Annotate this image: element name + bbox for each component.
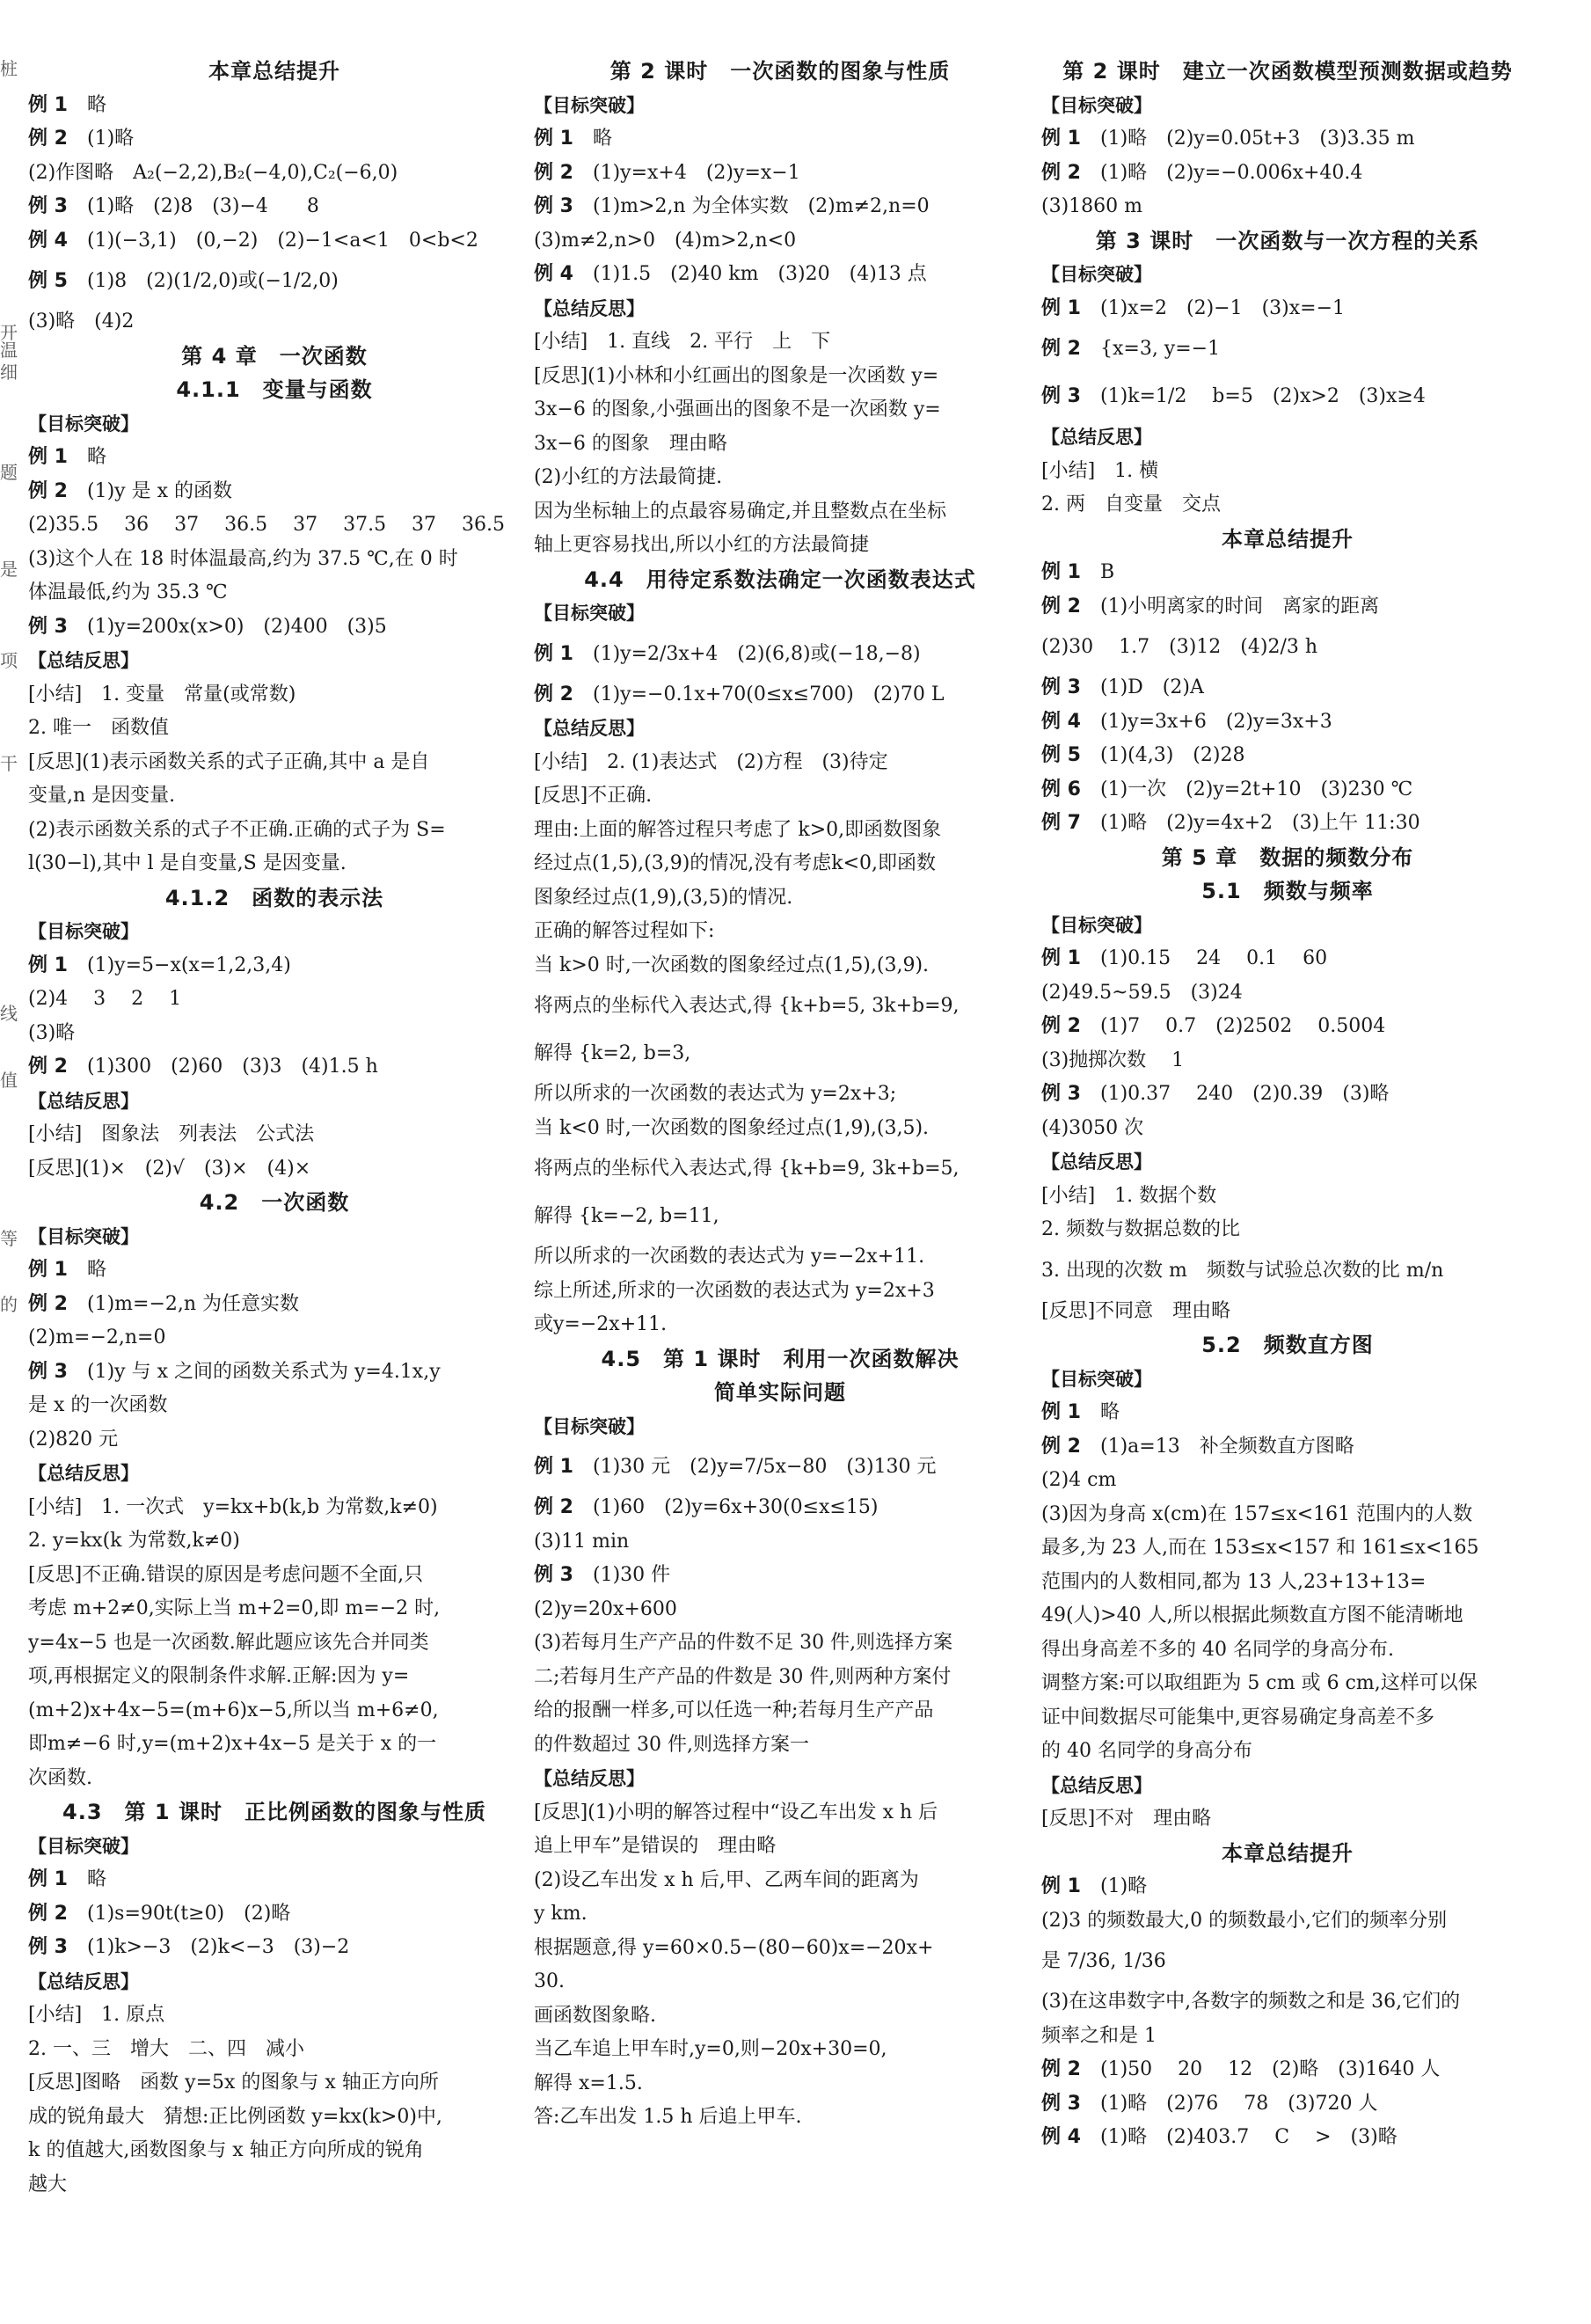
answer-line: 是 7/36, 1/36 <box>1041 1950 1166 1972</box>
section-tag: 【总结反思】 <box>28 1970 139 1992</box>
section-tag: 【目标突破】 <box>28 1225 139 1247</box>
example-label: 例 3 <box>28 615 68 638</box>
example-text: (1)(4,3) (2)28 <box>1099 744 1245 766</box>
example-answer <box>28 475 521 509</box>
answer-line: [反思](1)表示函数关系的式子正确,其中 a 是自 <box>28 750 430 773</box>
example-text: (1)D (2)A <box>1099 676 1204 698</box>
answer-line: 当 k>0 时,一次函数的图象经过点(1,5),(3,9). <box>534 954 930 976</box>
example-answer <box>534 258 1026 292</box>
answer-line: 答:乙车出发 1.5 h 后追上甲车. <box>534 2106 802 2128</box>
example-label: 例 7 <box>1041 812 1081 834</box>
example-label: 例 1 <box>28 1868 68 1890</box>
example-answer <box>28 441 521 475</box>
example-answer <box>1041 556 1534 590</box>
example-answer <box>28 224 521 259</box>
example-label: 例 2 <box>534 683 573 705</box>
margin-fragment: 等 <box>0 1228 18 1249</box>
answer-line: 或y=−2x+11. <box>534 1313 668 1335</box>
example-answer <box>1041 373 1534 420</box>
answer-line: 综上所述,所求的一次函数的表达式为 y=2x+3 <box>534 1279 935 1302</box>
example-label: 例 2 <box>1041 1015 1081 1037</box>
answer-line: (2)4 cm <box>1041 1469 1117 1491</box>
section-heading: 简单实际问题 <box>714 1380 846 1405</box>
example-text: 略 <box>86 1868 106 1890</box>
answer-line: 考虑 m+2≠0,实际上当 m+2=0,即 m=−2 时, <box>28 1597 441 1619</box>
example-text: (1)略 (2)y=4x+2 (3)上午 11:30 <box>1099 812 1420 834</box>
example-text: (1)y=x+4 (2)y=x−1 <box>592 161 800 184</box>
section-heading: 本章总结提升 <box>1222 526 1354 552</box>
answer-line: 最多,为 23 人,而在 153≤x<157 和 161≤x<165 <box>1041 1537 1479 1559</box>
section-heading: 5.1 频数与频率 <box>1201 879 1374 903</box>
example-answer <box>534 157 1026 191</box>
example-text: (1)30 件 <box>592 1564 671 1586</box>
section-heading: 第 2 课时 建立一次函数模型预测数据或趋势 <box>1062 59 1513 84</box>
example-answer <box>28 1050 521 1085</box>
example-answer <box>534 1559 1026 1593</box>
section-heading: 本章总结提升 <box>208 59 340 84</box>
example-label: 例 2 <box>1041 338 1081 360</box>
example-label: 例 3 <box>1041 676 1081 698</box>
answer-line: 给的报酬一样多,可以任选一种;若每月生产产品 <box>534 1699 934 1721</box>
example-text: (1)x=2 (2)−1 (3)x=−1 <box>1099 296 1346 319</box>
section-heading: 第 4 章 一次函数 <box>181 343 368 369</box>
answer-line: 3x−6 的图象 理由略 <box>534 432 727 455</box>
answer-line: 2. 两 自变量 交点 <box>1041 493 1221 515</box>
answer-line: 3x−6 的图象,小强画出的图象不是一次函数 y= <box>534 398 941 420</box>
example-answer <box>1041 705 1534 740</box>
answer-line: 证中间数据尽可能集中,更容易确定身高差不多 <box>1041 1706 1434 1728</box>
margin-fragment: 题 <box>0 462 18 483</box>
answer-line: 2. 频数与数据总数的比 <box>1041 1218 1240 1240</box>
example-answer <box>28 258 521 305</box>
answer-line: 将两点的坐标代入表达式,得 {k+b=5, 3k+b=9, <box>534 995 960 1017</box>
answer-line: 所以所求的一次函数的表达式为 y=−2x+11. <box>534 1246 925 1268</box>
example-answer <box>28 1931 521 1965</box>
example-answer <box>1041 325 1534 373</box>
example-text: (1)略 (2)403.7 C > (3)略 <box>1099 2126 1398 2148</box>
answer-line: 追上甲车”是错误的 理由略 <box>534 1835 777 1857</box>
example-label: 例 1 <box>1041 561 1081 583</box>
answer-line: [反思]不正确. <box>534 785 653 807</box>
example-text: 略 <box>1099 1401 1120 1423</box>
example-label: 例 2 <box>1041 161 1081 184</box>
answer-line: (2)表示函数关系的式子不正确.正确的式子为 S= <box>28 818 446 841</box>
answer-line: 2. y=kx(k 为常数,k≠0) <box>28 1530 240 1552</box>
section-tag: 【总结反思】 <box>534 718 645 739</box>
answer-line: (3)1860 m <box>1041 195 1143 217</box>
answer-line: (2)作图略 A₂(−2,2),B₂(−4,0),C₂(−6,0) <box>28 161 398 184</box>
answer-line: [小结] 图象法 列表法 公式法 <box>28 1123 315 1145</box>
example-answer <box>1041 1010 1534 1044</box>
answer-line: (3)略 <box>28 1021 76 1044</box>
margin-fragment: 是 <box>0 559 18 580</box>
example-text: {x=3, y=−1 <box>1099 338 1221 360</box>
answer-line: 2. 一、三 增大 二、四 减小 <box>28 2037 304 2060</box>
answer-line: (2)m=−2,n=0 <box>28 1326 166 1348</box>
section-heading: 5.2 频数直方图 <box>1201 1333 1374 1357</box>
section-tag: 【总结反思】 <box>534 297 645 319</box>
example-answer <box>534 1443 1026 1491</box>
example-text: (1)7 0.7 (2)2502 0.5004 <box>1099 1015 1386 1037</box>
section-tag: 【总结反思】 <box>1041 1151 1152 1173</box>
section-heading: 4.1.2 函数的表示法 <box>164 885 384 910</box>
answer-line: 2. 唯一 函数值 <box>28 717 169 739</box>
example-label: 例 4 <box>534 263 573 285</box>
example-answer <box>1041 1870 1534 1904</box>
example-text: (1)k>−3 (2)k<−3 (3)−2 <box>86 1936 350 1958</box>
example-text: (1)8 (2)(1/2,0)或(−1/2,0) <box>86 270 339 292</box>
answer-line: [反思](1)小林和小红画出的图象是一次函数 y= <box>534 364 939 387</box>
example-text: (1)k=1/2 b=5 (2)x>2 (3)x≥4 <box>1099 385 1426 407</box>
answer-line: (3)这个人在 18 时体温最高,约为 37.5 ℃,在 0 时 <box>28 547 458 570</box>
example-label: 例 2 <box>28 1292 68 1315</box>
answer-line: [小结] 1. 变量 常量(或常数) <box>28 683 296 705</box>
answer-line: k 的值越大,函数图象与 x 轴正方向所成的锐角 <box>28 2139 424 2161</box>
answer-line: l(30−l),其中 l 是自变量,S 是因变量. <box>28 852 347 874</box>
answer-line: (3)在这串数字中,各数字的频数之和是 36,它们的 <box>1041 1991 1461 2013</box>
example-text: (1)略 <box>86 128 135 150</box>
answer-line: 次函数. <box>28 1766 92 1789</box>
example-label: 例 3 <box>28 1936 68 1958</box>
answer-line: [反思]不正确.错误的原因是考虑问题不全面,只 <box>28 1563 424 1586</box>
example-label: 例 1 <box>1041 947 1081 969</box>
example-text: (1)0.37 240 (2)0.39 (3)略 <box>1099 1083 1390 1105</box>
answer-line: [小结] 2. (1)表达式 (2)方程 (3)待定 <box>534 750 888 773</box>
answer-line: 根据题意,得 y=60×0.5−(80−60)x=−20x+ <box>534 1936 934 1959</box>
section-heading: 4.3 第 1 课时 正比例函数的图象与性质 <box>62 1800 486 1824</box>
answer-line: (2)820 元 <box>28 1428 119 1451</box>
example-text: (1)(−3,1) (0,−2) (2)−1<a<1 0<b<2 <box>86 229 478 252</box>
section-heading: 本章总结提升 <box>1222 1840 1354 1866</box>
example-answer <box>28 1253 521 1288</box>
section-heading: 4.5 第 1 课时 利用一次函数解决 <box>601 1346 960 1371</box>
example-label: 例 3 <box>534 1564 573 1586</box>
answer-line: 图象经过点(1,9),(3,5)的情况. <box>534 886 793 909</box>
margin-fragment: 线 <box>0 1003 18 1024</box>
answer-line: (2)4 3 2 1 <box>28 988 182 1010</box>
example-answer <box>534 190 1026 224</box>
answer-line: 解得 {k=2, b=3, <box>534 1042 691 1064</box>
example-answer <box>28 89 521 123</box>
margin-fragment: 开 <box>0 322 18 343</box>
example-text: (1)s=90t(t≥0) (2)略 <box>86 1902 291 1925</box>
answer-line: 越大 <box>28 2173 68 2196</box>
example-label: 例 2 <box>1041 595 1081 618</box>
example-answer <box>1041 773 1534 808</box>
section-tag: 【目标突破】 <box>1041 1368 1152 1390</box>
example-text: (1)略 (2)8 (3)−4 8 <box>86 195 319 217</box>
example-text: (1)y 是 x 的函数 <box>86 479 232 502</box>
section-tag: 【目标突破】 <box>534 94 645 116</box>
section-tag: 【目标突破】 <box>28 413 139 435</box>
example-label: 例 2 <box>1041 2058 1081 2080</box>
example-label: 例 2 <box>534 161 573 184</box>
example-label: 例 2 <box>534 1496 573 1518</box>
answer-line: 画函数图象略. <box>534 2004 656 2027</box>
answer-line: [反思]图略 函数 y=5x 的图象与 x 轴正方向所 <box>28 2072 439 2094</box>
example-label: 例 1 <box>1041 1875 1081 1897</box>
answer-line: 正确的解答过程如下: <box>534 920 715 942</box>
answer-line: (2)3 的频数最大,0 的频数最小,它们的频率分别 <box>1041 1909 1448 1932</box>
margin-fragment: 项 <box>0 649 18 671</box>
example-answer <box>28 1356 521 1390</box>
example-text: (1)y 与 x 之间的函数关系式为 y=4.1x,y <box>86 1360 441 1383</box>
example-label: 例 2 <box>28 479 68 502</box>
section-tag: 【总结反思】 <box>28 1090 139 1112</box>
answer-line: 30. <box>534 1970 565 1992</box>
example-label: 例 3 <box>1041 385 1081 407</box>
answer-line: 将两点的坐标代入表达式,得 {k+b=9, 3k+b=5, <box>534 1158 960 1180</box>
answer-line: y km. <box>534 1903 588 1925</box>
example-answer <box>1041 590 1534 625</box>
margin-fragment: 干 <box>0 753 18 774</box>
example-label: 例 2 <box>28 128 68 150</box>
example-answer <box>28 1897 521 1932</box>
answer-line: (4)3050 次 <box>1041 1116 1144 1139</box>
example-answer <box>534 122 1026 157</box>
example-answer <box>1041 2053 1534 2087</box>
example-label: 例 1 <box>28 93 68 116</box>
answer-line: (3)11 min <box>534 1530 630 1553</box>
section-tag: 【总结反思】 <box>28 1463 139 1484</box>
example-answer <box>1041 942 1534 976</box>
margin-fragment: 温 <box>0 340 18 361</box>
example-label: 例 1 <box>28 1259 68 1281</box>
section-tag: 【目标突破】 <box>534 603 645 624</box>
answer-line: 解得 x=1.5. <box>534 2072 643 2094</box>
example-text: B <box>1099 561 1115 583</box>
example-text: (1)y=5−x(x=1,2,3,4) <box>86 954 291 976</box>
example-text: (1)m=−2,n 为任意实数 <box>86 1292 300 1315</box>
answer-line: [小结] 1. 直线 2. 平行 上 下 <box>534 331 831 353</box>
example-text: (1)a=13 补全频数直方图略 <box>1099 1435 1354 1458</box>
example-answer <box>1041 2121 1534 2155</box>
section-heading: 第 5 章 数据的频数分布 <box>1161 844 1414 870</box>
example-label: 例 3 <box>534 195 573 217</box>
margin-fragment: 桩 <box>0 58 18 79</box>
answer-line: 当 k<0 时,一次函数的图象经过点(1,9),(3,5). <box>534 1116 930 1139</box>
answer-line: 变量,n 是因变量. <box>28 785 176 807</box>
example-answer <box>1041 122 1534 157</box>
answer-line: (3)因为身高 x(cm)在 157≤x<161 范围内的人数 <box>1041 1502 1473 1525</box>
example-text: (1)0.15 24 0.1 60 <box>1099 947 1328 969</box>
example-label: 例 3 <box>28 195 68 217</box>
example-answer <box>28 190 521 224</box>
section-heading: 4.1.1 变量与函数 <box>176 377 373 402</box>
example-text: (1)30 元 (2)y=7/5x−80 (3)130 元 <box>592 1456 937 1478</box>
example-label: 例 2 <box>28 1056 68 1078</box>
section-tag: 【总结反思】 <box>28 650 139 671</box>
example-text: (1)小明离家的时间 离家的距离 <box>1099 595 1380 618</box>
answer-line: (2)35.5 36 37 36.5 37 37.5 37 36.5 <box>28 514 506 536</box>
answer-line: 是 x 的一次函数 <box>28 1394 168 1416</box>
example-text: 略 <box>592 128 612 150</box>
answer-line: 成的锐角最大 猜想:正比例函数 y=kx(k>0)中, <box>28 2105 442 2128</box>
answer-line: 解得 {k=−2, b=11, <box>534 1205 719 1227</box>
answer-line: 项,再根据定义的限制条件求解.正解:因为 y= <box>28 1665 410 1687</box>
example-answer <box>1041 1430 1534 1465</box>
answer-line: 二;若每月生产产品的件数是 30 件,则两种方案付 <box>534 1665 952 1688</box>
example-text: 略 <box>86 93 106 116</box>
example-answer <box>28 122 521 157</box>
example-label: 例 5 <box>1041 744 1081 766</box>
margin-fragment: 细 <box>0 362 18 383</box>
answer-line: 频率之和是 1 <box>1041 2024 1157 2047</box>
example-answer <box>28 1863 521 1897</box>
answer-line: (2)30 1.7 (3)12 (4)2/3 h <box>1041 636 1318 658</box>
example-answer <box>1041 157 1534 191</box>
answer-line: (2)设乙车出发 x h 后,甲、乙两车间的距离为 <box>534 1868 919 1891</box>
answer-line: [小结] 1. 横 <box>1041 459 1159 482</box>
column-middle <box>534 55 1026 2135</box>
example-text: (1)y=200x(x>0) (2)400 (3)5 <box>86 615 387 638</box>
example-label: 例 4 <box>1041 2126 1081 2148</box>
answer-line: 3. 出现的次数 m 频数与试验总次数的比 m/n <box>1041 1259 1444 1282</box>
example-label: 例 1 <box>534 1456 573 1478</box>
answer-line: (m+2)x+4x−5=(m+6)x−5,所以当 m+6≠0, <box>28 1699 439 1721</box>
example-label: 例 1 <box>1041 296 1081 319</box>
section-heading: 4.4 用待定系数法确定一次函数表达式 <box>584 566 976 592</box>
example-answer <box>534 678 1026 713</box>
section-tag: 【目标突破】 <box>28 921 139 942</box>
section-heading: 4.2 一次函数 <box>199 1190 350 1215</box>
answer-line: 调整方案:可以取组距为 5 cm 或 6 cm,这样可以保 <box>1041 1672 1478 1694</box>
example-label: 例 1 <box>1041 1401 1081 1423</box>
example-answer <box>28 1288 521 1322</box>
example-label: 例 4 <box>28 229 68 252</box>
answer-line: 所以所求的一次函数的表达式为 y=2x+3; <box>534 1083 897 1105</box>
answer-line: (3)m≠2,n>0 (4)m>2,n<0 <box>534 229 797 252</box>
answer-line: 体温最低,约为 35.3 ℃ <box>28 581 228 603</box>
section-tag: 【总结反思】 <box>534 1768 645 1789</box>
example-answer <box>1041 2087 1534 2122</box>
example-text: (1)m>2,n 为全体实数 (2)m≠2,n=0 <box>592 195 930 217</box>
answer-line: 即m≠−6 时,y=(m+2)x+4x−5 是关于 x 的一 <box>28 1733 437 1755</box>
answer-line: [反思]不同意 理由略 <box>1041 1299 1231 1322</box>
example-text: (1)一次 (2)y=2t+10 (3)230 ℃ <box>1099 778 1413 800</box>
example-text: (1)略 (2)76 78 (3)720 人 <box>1099 2092 1378 2115</box>
answer-line: 得出身高差不多的 40 名同学的身高分布. <box>1041 1638 1394 1661</box>
answer-line: [反思](1)小明的解答过程中“设乙车出发 x h 后 <box>534 1801 938 1823</box>
answer-line: 因为坐标轴上的点最容易确定,并且整数点在坐标 <box>534 500 946 523</box>
section-tag: 【目标突破】 <box>1041 264 1152 285</box>
section-tag: 【目标突破】 <box>534 1415 645 1437</box>
column-right <box>1041 55 1534 2155</box>
example-text: (1)y=−0.1x+70(0≤x≤700) (2)70 L <box>592 683 945 705</box>
example-label: 例 1 <box>28 446 68 468</box>
example-answer <box>534 1491 1026 1525</box>
example-text: 略 <box>86 1259 106 1281</box>
section-tag: 【目标突破】 <box>1041 914 1152 936</box>
example-label: 例 6 <box>1041 778 1081 800</box>
example-label: 例 5 <box>28 270 68 292</box>
answer-line: 经过点(1,5),(3,9)的情况,没有考虑k<0,即函数 <box>534 852 937 874</box>
answer-line: [小结] 1. 原点 <box>28 2004 165 2026</box>
answer-line: (3)略 (4)2 <box>28 311 135 333</box>
example-label: 例 1 <box>534 642 573 665</box>
section-tag: 【总结反思】 <box>1041 1774 1152 1796</box>
example-text: (1)y=3x+6 (2)y=3x+3 <box>1099 710 1332 733</box>
answer-line: (2)y=20x+600 <box>534 1597 677 1620</box>
answer-line: 的件数超过 30 件,则选择方案一 <box>534 1733 809 1756</box>
section-heading: 第 3 课时 一次函数与一次方程的关系 <box>1095 228 1480 253</box>
answer-line: 49(人)>40 人,所以根据此频数直方图不能清晰地 <box>1041 1604 1463 1626</box>
margin-fragment: 的 <box>0 1294 18 1315</box>
example-answer <box>1041 739 1534 773</box>
example-label: 例 3 <box>28 1360 68 1383</box>
example-answer <box>1041 1396 1534 1430</box>
example-label: 例 1 <box>28 954 68 976</box>
example-text: (1)略 (2)y=−0.006x+40.4 <box>1099 161 1363 184</box>
answer-line: (3)抛掷次数 1 <box>1041 1049 1185 1071</box>
example-answer <box>1041 671 1534 705</box>
example-answer <box>1041 1078 1534 1112</box>
answer-line: [小结] 1. 一次式 y=kx+b(k,b 为常数,k≠0) <box>28 1495 438 1518</box>
example-label: 例 1 <box>1041 128 1081 150</box>
example-label: 例 1 <box>534 128 573 150</box>
column-left <box>28 55 521 2202</box>
example-label: 例 3 <box>1041 2092 1081 2115</box>
example-text: (1)60 (2)y=6x+30(0≤x≤15) <box>592 1496 879 1518</box>
example-text: (1)略 (2)y=0.05t+3 (3)3.35 m <box>1099 128 1415 150</box>
example-text: (1)50 20 12 (2)略 (3)1640 人 <box>1099 2058 1441 2080</box>
answer-line: (2)49.5~59.5 (3)24 <box>1041 981 1243 1004</box>
answer-line: 的 40 名同学的身高分布 <box>1041 1740 1252 1762</box>
answer-line: (2)小红的方法最简捷. <box>534 466 723 488</box>
margin-fragment: 值 <box>0 1070 18 1091</box>
answer-line: [反思](1)× (2)√ (3)× (4)× <box>28 1157 311 1180</box>
example-text: (1)300 (2)60 (3)3 (4)1.5 h <box>86 1056 378 1078</box>
answer-line: 范围内的人数相同,都为 13 人,23+13+13= <box>1041 1570 1427 1593</box>
example-text: (1)1.5 (2)40 km (3)20 (4)13 点 <box>592 263 927 285</box>
answer-line: (3)若每月生产产品的件数不足 30 件,则选择方案 <box>534 1632 953 1654</box>
example-text: 略 <box>86 446 106 468</box>
example-text: (1)y=2/3x+4 (2)(6,8)或(−18,−8) <box>592 642 921 665</box>
answer-line: 当乙车追上甲车时,y=0,则−20x+30=0, <box>534 2038 887 2060</box>
answer-line: y=4x−5 也是一次函数.解此题应该先合并同类 <box>28 1631 429 1654</box>
example-answer <box>1041 292 1534 326</box>
answer-line: 轴上更容易找出,所以小红的方法最简捷 <box>534 534 869 556</box>
section-heading: 第 2 课时 一次函数的图象与性质 <box>609 59 951 84</box>
example-label: 例 2 <box>1041 1435 1081 1458</box>
example-label: 例 2 <box>28 1902 68 1925</box>
example-answer <box>1041 807 1534 841</box>
example-label: 例 3 <box>1041 1083 1081 1105</box>
answer-line: [小结] 1. 数据个数 <box>1041 1184 1217 1207</box>
section-tag: 【目标突破】 <box>28 1835 139 1857</box>
example-label: 例 4 <box>1041 710 1081 733</box>
section-tag: 【目标突破】 <box>1041 94 1152 116</box>
answer-line: [反思]不对 理由略 <box>1041 1808 1212 1830</box>
section-tag: 【总结反思】 <box>1041 427 1152 448</box>
example-answer <box>28 610 521 645</box>
example-text: (1)略 <box>1099 1875 1148 1897</box>
example-answer <box>534 631 1026 678</box>
answer-line: 理由:上面的解答过程只考虑了 k>0,即函数图象 <box>534 818 942 841</box>
example-answer <box>28 949 521 983</box>
